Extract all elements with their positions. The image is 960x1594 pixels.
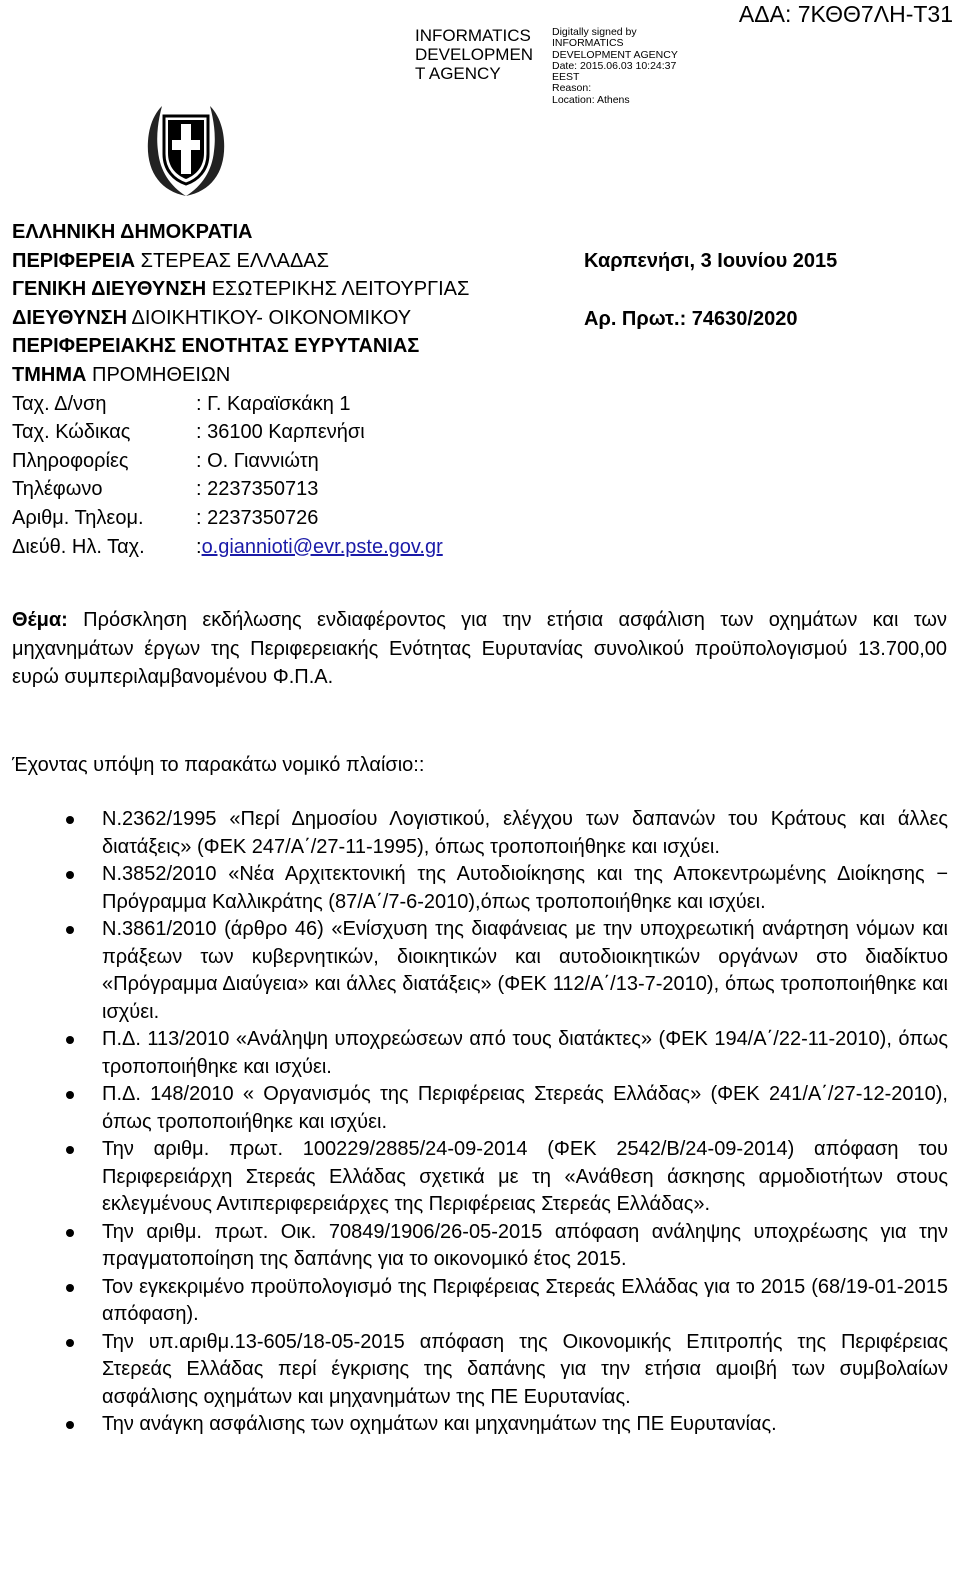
signature-detail-line: Location: Athens	[552, 93, 630, 106]
place-date: Καρπενήσι, 3 Ιουνίου 2015	[584, 250, 838, 272]
bullet-icon	[66, 1421, 74, 1429]
subject	[12, 606, 947, 692]
list-item: Π.Δ. 113/2010 «Ανάληψη υποχρεώσεων από τους διατάκτες» (ΦΕΚ 194/Α΄/22-11-2010), όπως τροποποιήθηκε και ισχύει.	[0, 1026, 948, 1081]
signature-details	[552, 27, 678, 106]
header-line: ΠΕΡΙΦΕΡΕΙΑ ΣΤΕΡΕΑΣ ΕΛΛΑΔΑΣ	[12, 249, 330, 272]
bullet-icon	[66, 1229, 74, 1237]
list-item: Ν.3852/2010 «Νέα Αρχιτεκτονική της Αυτοδιοίκησης και της Αποκεντρωμένης Διοίκησης − Πρόγραμμα Καλλικράτης (87/Α΄/7-6-2010),όπως τροποποιήθηκε και ισχύει.	[0, 861, 948, 916]
signature-detail-line: DEVELOPMENT AGENCY	[552, 48, 678, 61]
contact-row: Ταχ. Δ/νση : Γ. Καραϊσκάκη 1	[12, 392, 351, 415]
subject-label: Θέμα:	[12, 609, 68, 631]
bullet-icon	[66, 1146, 74, 1154]
contact-row: Τηλέφωνο : 2237350713	[12, 478, 319, 501]
contact-row-email: Διεύθ. Ηλ. Ταχ. : o.giannioti@evr.pste.gov.gr	[12, 533, 469, 562]
signature-detail-line: Digitally signed by	[552, 26, 637, 38]
signature-detail-line: EEST	[552, 71, 580, 84]
bullet-icon	[66, 926, 74, 934]
signature-org-line: DEVELOPMEN	[415, 45, 534, 64]
ada-code: ΑΔΑ: 7ΚΘΘ7ΛΗ-Τ31	[738, 1, 953, 27]
signature-detail-line: INFORMATICS	[552, 37, 624, 50]
list-item: Την ανάγκη ασφάλισης των οχημάτων και μηχανημάτων της ΠΕ Ευρυτανίας.	[0, 1411, 948, 1439]
header-line: ΠΕΡΙΦΕΡΕΙΑΚΗΣ ΕΝΟΤΗΤΑΣ ΕΥΡΥΤΑΝΙΑΣ	[12, 335, 420, 358]
contact-row: Πληροφορίες : Ο. Γιαννιώτη	[12, 449, 319, 472]
bullet-icon	[66, 1339, 74, 1347]
bullet-icon	[66, 871, 74, 879]
header-line: ΔΙΕΥΘΥΝΣΗ ΔΙΟΙΚΗΤΙΚΟΥ- ΟΙΚΟΝΟΜΙΚΟΥ	[12, 306, 412, 329]
contact-row: Αριθμ. Τηλεομ. : 2237350726	[12, 506, 319, 529]
header-line: ΤΜΗΜΑ ΠΡΟΜΗΘΕΙΩΝ	[12, 363, 231, 386]
signature-detail-line: Reason:	[552, 82, 592, 95]
legal-intro: Έχοντας υπόψη το παρακάτω νομικό πλαίσιο::	[12, 754, 425, 776]
email-link[interactable]: o.giannioti@evr.pste.gov.gr	[201, 535, 443, 558]
signature-detail-line: Date: 2015.06.03 10:24:37	[552, 59, 677, 72]
list-item: Ν.3861/2010 (άρθρο 46) «Ενίσχυση της διαφάνειας με την υποχρεωτική ανάρτηση νόμων και πράξεων των κυβερνητικών, διοικητικών και αυτοδιοικητικών οργάνων στο διαδίκτυο «Πρόγραμμα Διαύγεια» και άλλες διατάξεις» (ΦΕΚ 112/Α΄/13-7-2010), όπως τροποποιήθηκε και ισχύει.	[0, 916, 948, 1026]
header-line: ΓΕΝΙΚΗ ΔΙΕΥΘΥΝΣΗ ΕΣΩΤΕΡΙΚΗΣ ΛΕΙΤΟΥΡΓΙΑΣ	[12, 278, 470, 301]
bullet-icon	[66, 1091, 74, 1099]
list-item: Την αριθμ. πρωτ. Οικ. 70849/1906/26-05-2015 απόφαση ανάληψης υποχρέωσης για την πραγματοποίηση της δαπάνης για το οικονομικό έτος 2015.	[0, 1219, 948, 1274]
protocol-number: Αρ. Πρωτ.: 74630/2020	[584, 307, 798, 330]
greek-emblem-icon	[140, 96, 232, 200]
list-item: Π.Δ. 148/2010 « Οργανισμός της Περιφέρειας Στερεάς Ελλάδας» (ΦΕΚ 241/Α΄/27-12-2010), όπως τροποποιήθηκε και ισχύει.	[0, 1081, 948, 1136]
legal-list	[0, 806, 948, 1439]
list-item: Την υπ.αριθμ.13-605/18-05-2015 απόφαση της Οικονομικής Επιτροπής της Περιφέρειας Στερεάς Ελλάδας περί έγκρισης της δαπάνης για την ετήσια αμοιβή των συμβολαίων ασφάλισης οχημάτων και μηχανημάτων της ΠΕ Ευρυτανίας.	[0, 1329, 948, 1412]
document-meta	[584, 247, 837, 333]
bullet-icon	[66, 1036, 74, 1044]
signature-org-line: INFORMATICS	[415, 26, 531, 45]
list-item: Την αριθμ. πρωτ. 100229/2885/24-09-2014 (ΦΕΚ 2542/Β/24-09-2014) απόφαση του Περιφερειάρχη Στερεάς Ελλάδας σχετικά με τη «Ανάθεση άσκησης αρμοδιοτήτων στους εκλεγμένους Αντιπεριφερειάρχες της Περιφέρειας Στερεάς Ελλάδας».	[0, 1136, 948, 1219]
header-line: ΕΛΛΗΝΙΚΗ ΔΗΜΟΚΡΑΤΙΑ	[12, 221, 253, 243]
bullet-icon	[66, 816, 74, 824]
bullet-icon	[66, 1284, 74, 1292]
list-item: Ν.2362/1995 «Περί Δημοσίου Λογιστικού, ελέγχου των δαπανών του Κράτους και άλλες διατάξεις» (ΦΕΚ 247/Α΄/27-11-1995), όπως τροποποιήθηκε και ισχύει.	[0, 806, 948, 861]
signature-org	[415, 26, 533, 83]
list-item: Τον εγκεκριμένο προϋπολογισμό της Περιφέρειας Στερεάς Ελλάδας για το 2015 (68/19-01-2015 απόφαση).	[0, 1274, 948, 1329]
contact-row: Ταχ. Κώδικας : 36100 Καρπενήσι	[12, 421, 365, 444]
issuer-header	[12, 218, 469, 561]
signature-org-line: T AGENCY	[415, 64, 501, 83]
subject-text: Πρόσκληση εκδήλωσης ενδιαφέροντος για την ετήσια ασφάλιση των οχημάτων και των μηχανημάτων έργων της Περιφερειακής Ενότητας Ευρυτανίας συνολικού προϋπολογισμού 13.700,00 ευρώ συμπεριλαμβανομένου Φ.Π.Α.	[12, 609, 947, 689]
